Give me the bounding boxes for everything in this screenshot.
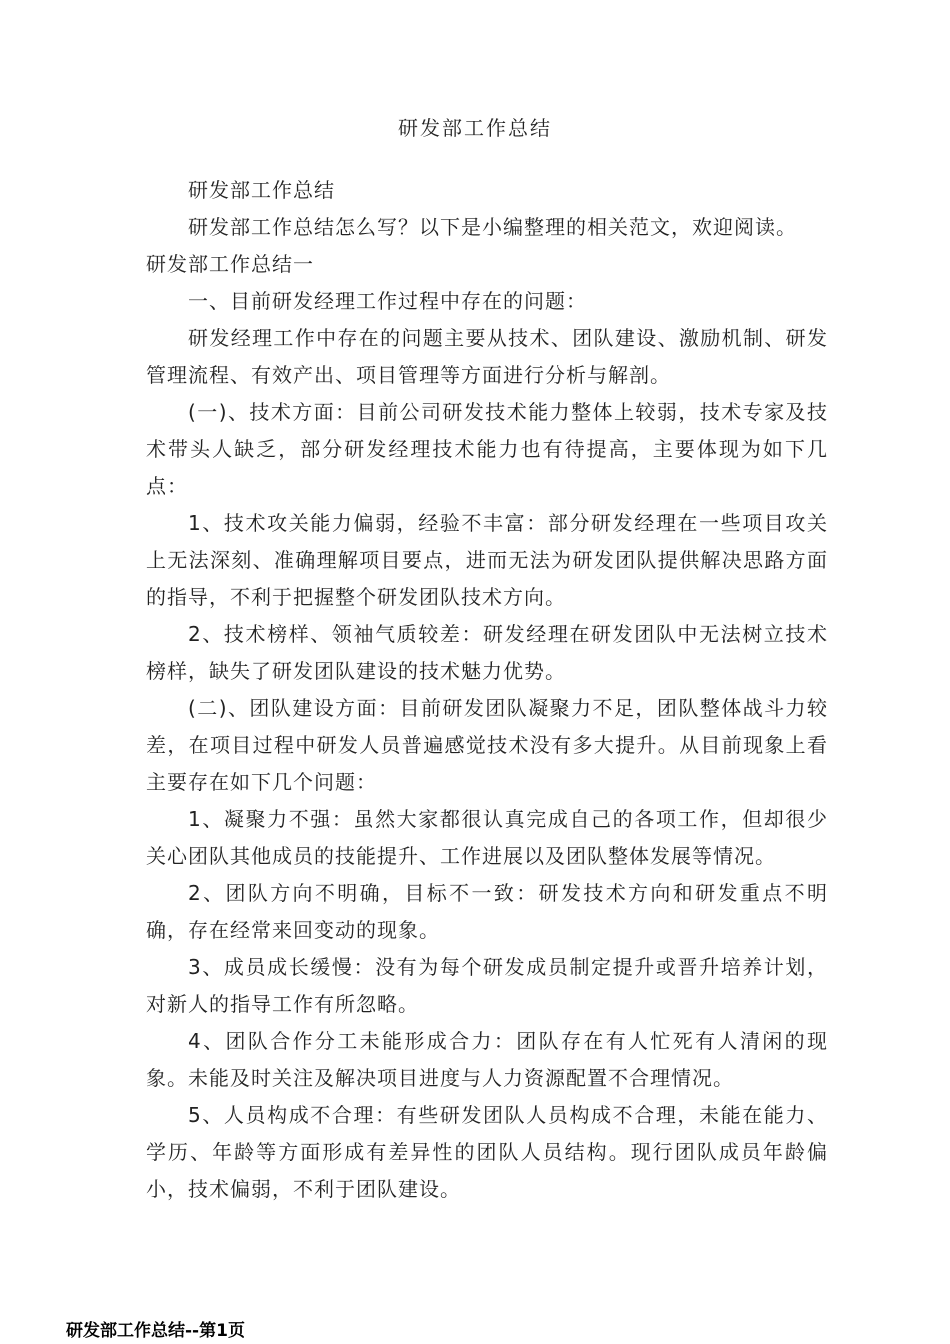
paragraph-team-point-5: 5、人员构成不合理：有些研发团队人员构成不合理，未能在能力、学历、年龄等方面形成有差异性的团队人员结构。现行团队成员年龄偏小，技术偏弱，不利于团队建设。 bbox=[146, 1103, 828, 1201]
page-title: 研发部工作总结 bbox=[398, 116, 552, 140]
section-heading: 研发部工作总结一 bbox=[146, 252, 314, 276]
paragraph-subtitle: 研发部工作总结 bbox=[188, 178, 335, 202]
paragraph-intro: 研发部工作总结怎么写？以下是小编整理的相关范文，欢迎阅读。 bbox=[188, 215, 797, 239]
paragraph-problems-overview: 研发经理工作中存在的问题主要从技术、团队建设、激励机制、研发管理流程、有效产出、项目管理等方面进行分析与解剖。 bbox=[146, 326, 828, 387]
paragraph-team-point-4: 4、团队合作分工未能形成合力：团队存在有人忙死有人清闲的现象。未能及时关注及解决项目进度与人力资源配置不合理情况。 bbox=[146, 1029, 828, 1090]
paragraph-team-aspect: (二)、团队建设方面：目前研发团队凝聚力不足，团队整体战斗力较差，在项目过程中研发人员普遍感觉技术没有多大提升。从目前现象上看主要存在如下几个问题： bbox=[146, 696, 828, 794]
paragraph-tech-point-2: 2、技术榜样、领袖气质较差：研发经理在研发团队中无法树立技术榜样，缺失了研发团队建设的技术魅力优势。 bbox=[146, 622, 828, 683]
paragraph-team-point-2: 2、团队方向不明确，目标不一致：研发技术方向和研发重点不明确，存在经常来回变动的现象。 bbox=[146, 881, 828, 942]
paragraph-team-point-3: 3、成员成长缓慢：没有为每个研发成员制定提升或晋升培养计划，对新人的指导工作有所忽略。 bbox=[146, 955, 828, 1016]
paragraph-problems-heading: 一、目前研发经理工作过程中存在的问题： bbox=[188, 289, 587, 313]
document-body bbox=[146, 172, 828, 1208]
paragraph-team-point-1: 1、凝聚力不强：虽然大家都很认真完成自己的各项工作，但却很少关心团队其他成员的技能提升、工作进展以及团队整体发展等情况。 bbox=[146, 807, 828, 868]
paragraph-tech-aspect: (一)、技术方面：目前公司研发技术能力整体上较弱，技术专家及技术带头人缺乏，部分研发经理技术能力也有待提高，主要体现为如下几点： bbox=[146, 400, 828, 498]
page-footer: 研发部工作总结--第1页 bbox=[66, 1321, 245, 1341]
paragraph-tech-point-1: 1、技术攻关能力偏弱，经验不丰富：部分研发经理在一些项目攻关上无法深刻、准确理解项目要点，进而无法为研发团队提供解决思路方面的指导，不利于把握整个研发团队技术方向。 bbox=[146, 511, 828, 609]
